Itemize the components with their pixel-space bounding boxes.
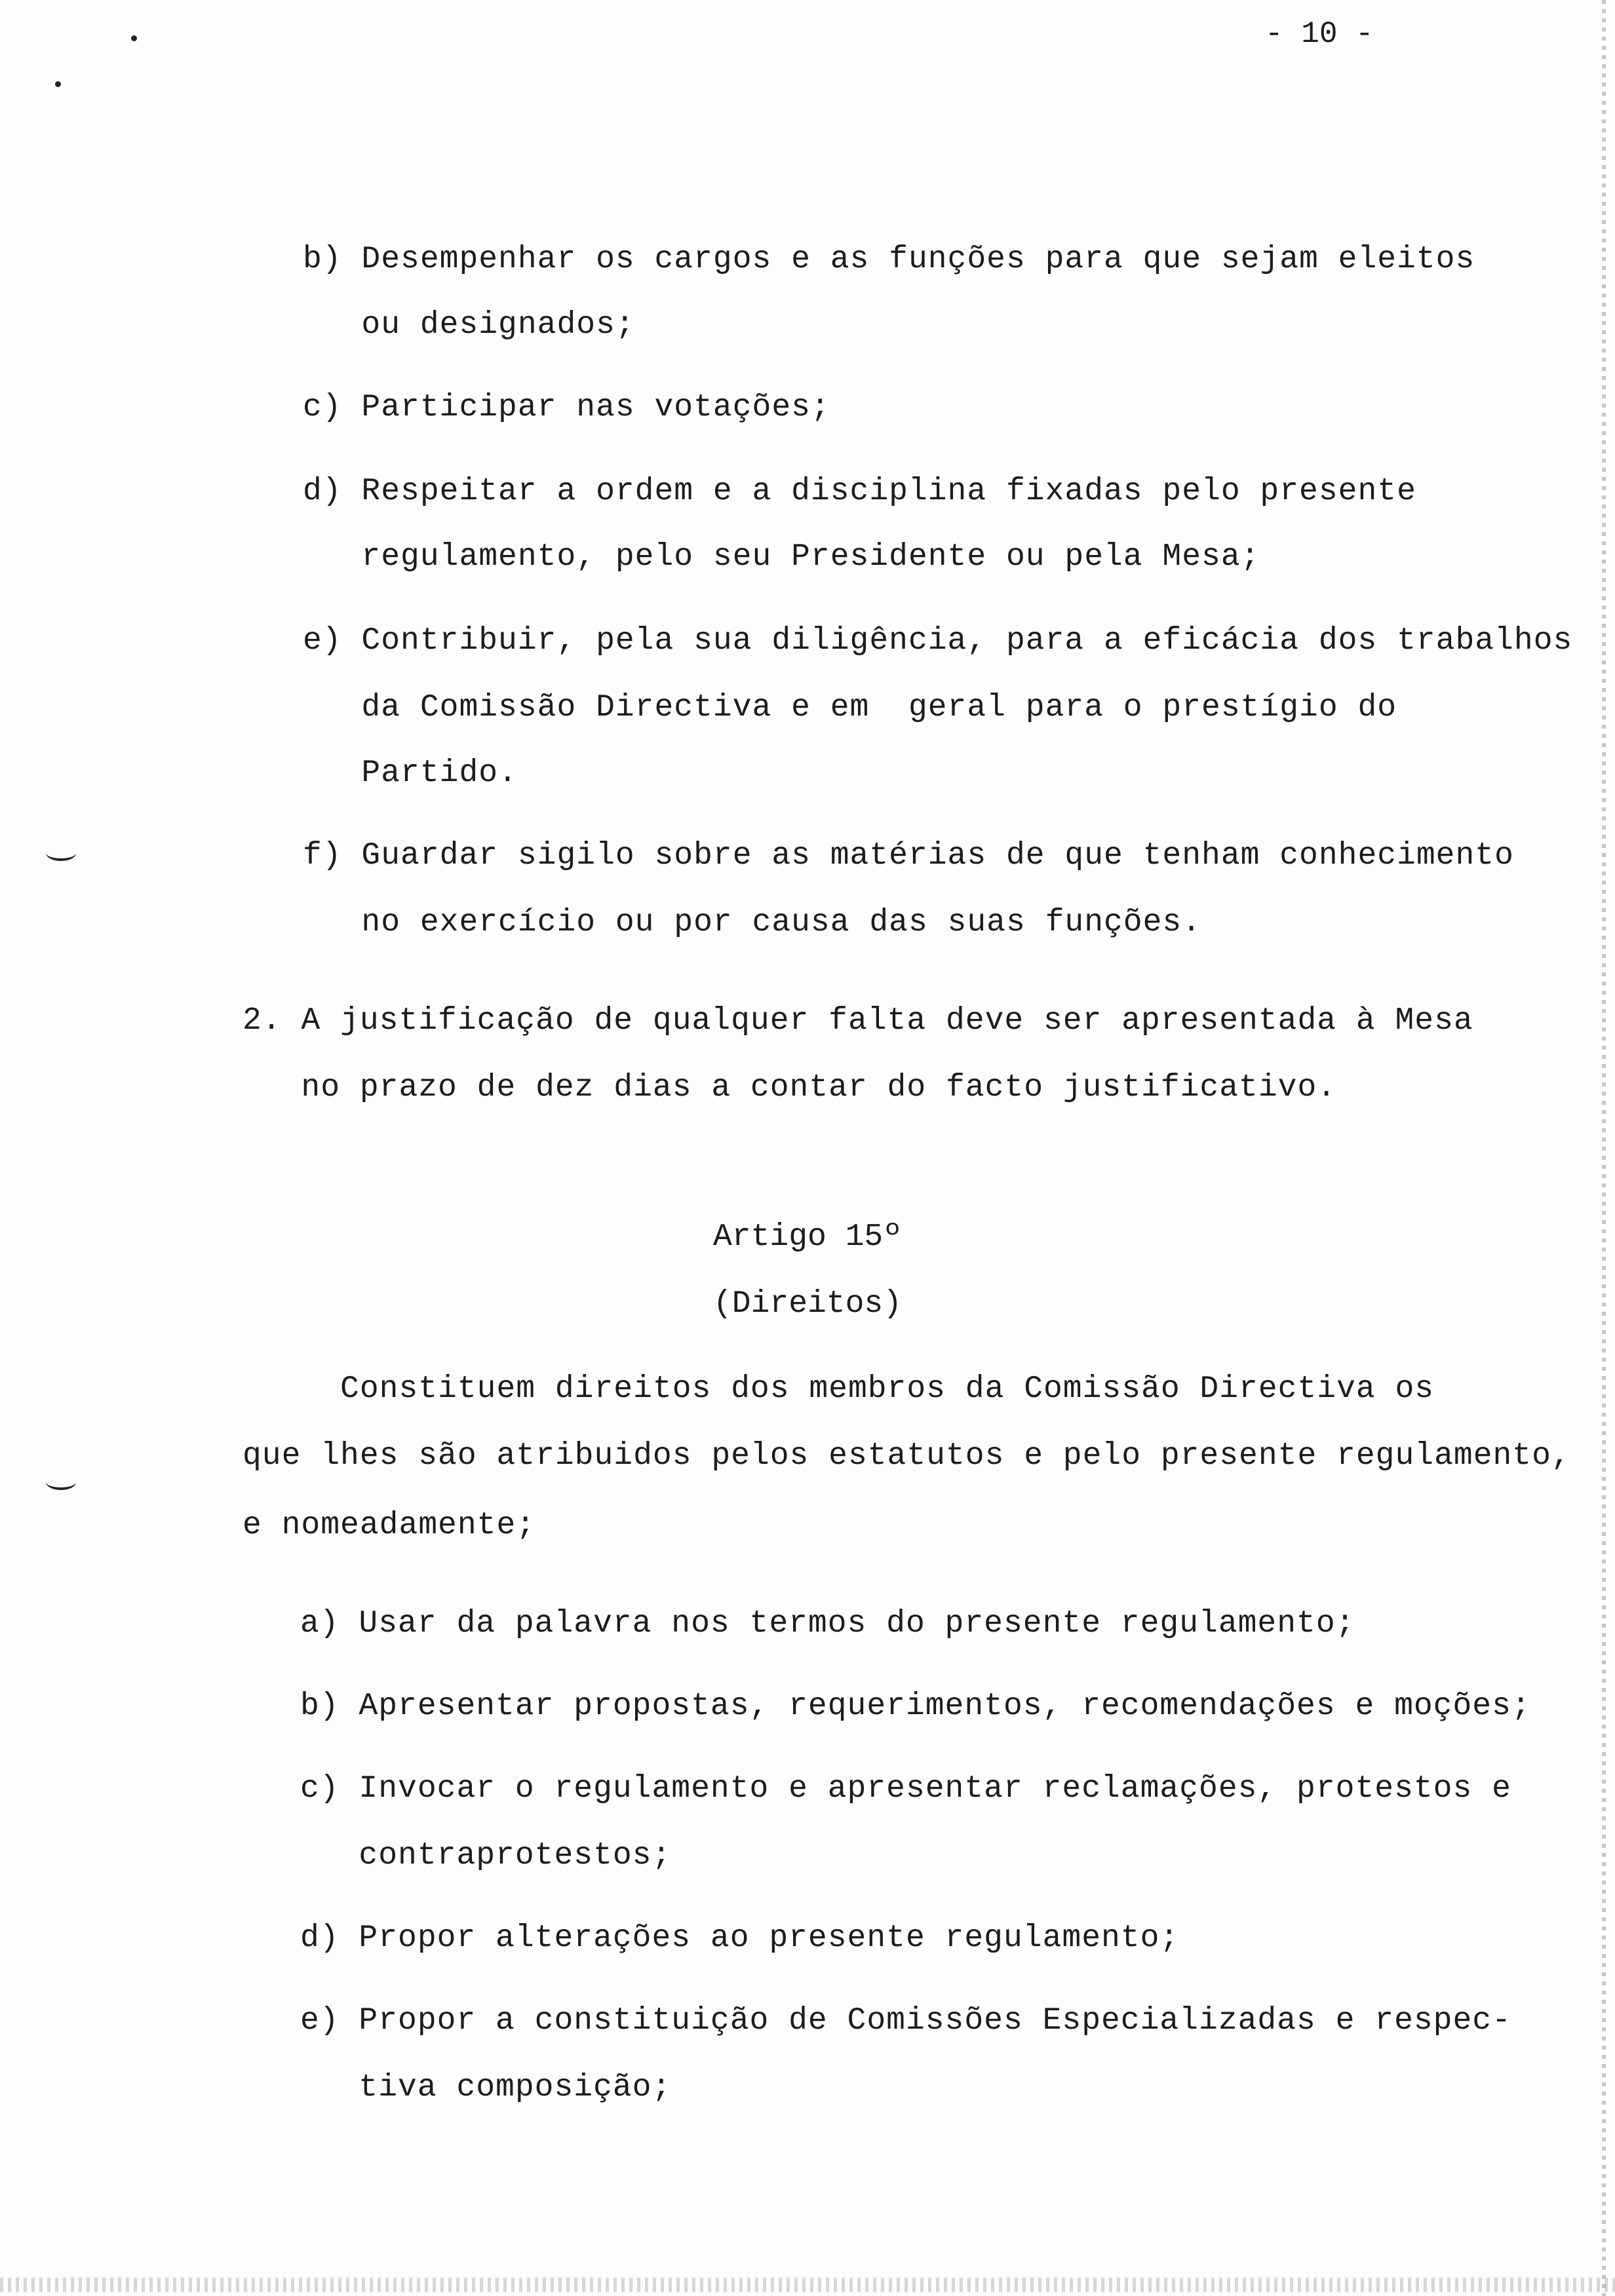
intro-line-3: e nomeadamente;: [243, 1508, 536, 1543]
right-item-a-line-1: a) Usar da palavra nos termos do presente regulamento;: [300, 1606, 1355, 1641]
scan-speck: [55, 81, 61, 87]
scan-speck: [131, 35, 137, 41]
item-f-line-1: f) Guardar sigilo sobre as matérias de que tenham conhecimento: [303, 838, 1514, 873]
scan-edge-right: [1602, 0, 1606, 2296]
item-f-line-2: no exercício ou por causa das suas funções.: [303, 905, 1202, 940]
scan-edge-bottom: [0, 2278, 1615, 2292]
item-d-line-2: regulamento, pelo seu Presidente ou pela Mesa;: [303, 539, 1260, 575]
article-title: Artigo 15º: [712, 1219, 903, 1255]
right-item-c-line-2: contraprotestos;: [300, 1838, 672, 1873]
item-c-line-1: c) Participar nas votações;: [303, 390, 830, 425]
item-e-line-1: e) Contribuir, pela sua diligência, para a eficácia dos trabalhos: [303, 623, 1573, 659]
item-e-line-3: Partido.: [303, 756, 518, 791]
right-item-b-line-1: b) Apresentar propostas, requerimentos, recomendações e moções;: [300, 1689, 1531, 1724]
intro-line-1: Constituem direitos dos membros da Comissão Directiva os: [243, 1371, 1435, 1407]
paragraph-2-line-2: no prazo de dez dias a contar do facto justificativo.: [243, 1070, 1337, 1105]
item-e-line-2: da Comissão Directiva e em geral para o prestígio do: [303, 690, 1397, 725]
article-subtitle: (Direitos): [712, 1286, 903, 1322]
margin-mark: [46, 845, 76, 861]
right-item-c-line-1: c) Invocar o regulamento e apresentar reclamações, protestos e: [300, 1771, 1511, 1807]
item-b-line-1: b) Desempenhar os cargos e as funções para que sejam eleitos: [303, 242, 1475, 277]
right-item-e-line-1: e) Propor a constituição de Comissões Especializadas e respec-: [300, 2003, 1511, 2038]
margin-mark: [46, 1474, 76, 1490]
item-d-line-1: d) Respeitar a ordem e a disciplina fixadas pelo presente: [303, 474, 1416, 509]
right-item-d-line-1: d) Propor alterações ao presente regulamento;: [300, 1921, 1180, 1956]
item-b-line-2: ou designados;: [303, 307, 635, 343]
paragraph-2-line-1: 2. A justificação de qualquer falta deve ser apresentada à Mesa: [243, 1003, 1473, 1039]
right-item-e-line-2: tiva composição;: [300, 2070, 672, 2105]
intro-line-2: que lhes são atribuidos pelos estatutos e pelo presente regulamento,: [243, 1438, 1571, 1474]
page-number: - 10 -: [1265, 17, 1374, 51]
